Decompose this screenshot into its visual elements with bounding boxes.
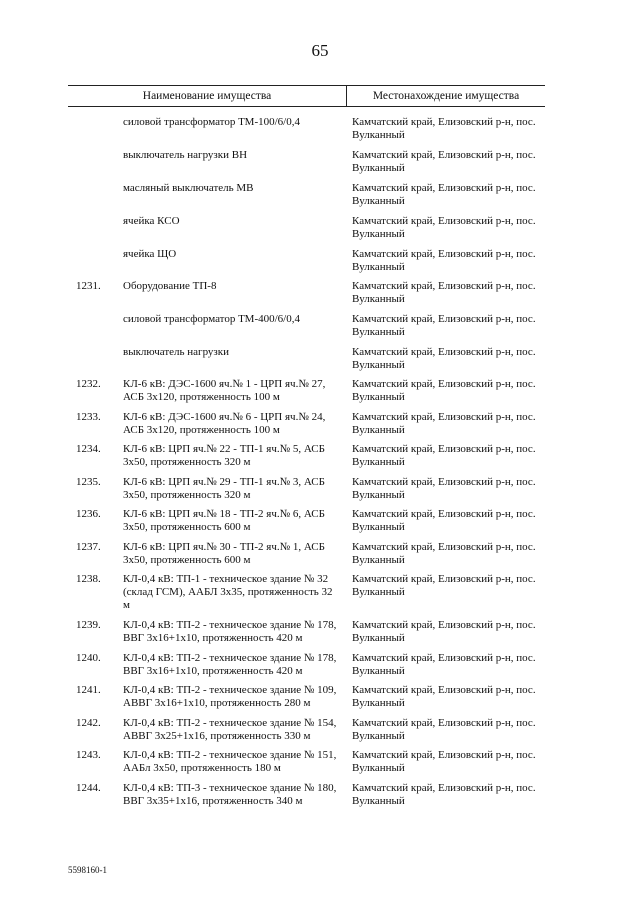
row-location: Камчатский край, Елизовский р-н, пос. Вулканный <box>352 619 536 644</box>
row-property-name: КЛ-0,4 кВ: ТП-2 - техническое здание № 154, АВВГ 3х25+1х16, протяженность 330 м <box>123 717 337 742</box>
row-location: Камчатский край, Елизовский р-н, пос. Вулканный <box>352 717 536 742</box>
table-row <box>68 749 545 782</box>
table-row <box>68 378 545 411</box>
row-location: Камчатский край, Елизовский р-н, пос. Вулканный <box>352 508 536 533</box>
table-row <box>68 652 545 684</box>
row-location: Камчатский край, Елизовский р-н, пос. Вулканный <box>352 116 536 141</box>
table-row <box>68 248 545 280</box>
document-code: 5598160-1 <box>68 865 107 875</box>
table-row <box>68 346 545 378</box>
column-header-name: Наименование имущества <box>142 90 272 102</box>
table-row <box>68 684 545 717</box>
row-number: 1240. <box>76 652 101 664</box>
row-location: Камчатский край, Елизовский р-н, пос. Вулканный <box>352 684 536 709</box>
table-row <box>68 619 545 652</box>
row-property-name: КЛ-0,4 кВ: ТП-2 - техническое здание № 151, ААБл 3х50, протяженность 180 м <box>123 749 337 774</box>
table-body <box>68 116 545 815</box>
row-location: Камчатский край, Елизовский р-н, пос. Вулканный <box>352 378 536 403</box>
row-number: 1241. <box>76 684 101 696</box>
row-property-name: Оборудование ТП-8 <box>123 280 217 292</box>
row-location: Камчатский край, Елизовский р-н, пос. Вулканный <box>352 573 536 598</box>
table-row <box>68 541 545 573</box>
row-number: 1232. <box>76 378 101 390</box>
row-number: 1242. <box>76 717 101 729</box>
row-property-name: КЛ-0,4 кВ: ТП-3 - техническое здание № 180, ВВГ 3х35+1х16, протяженность 340 м <box>123 782 337 807</box>
row-location: Камчатский край, Елизовский р-н, пос. Вулканный <box>352 652 536 677</box>
row-property-name: силовой трансформатор ТМ-100/6/0,4 <box>123 116 300 128</box>
row-property-name: КЛ-0,4 кВ: ТП-2 - техническое здание № 178, ВВГ 3х16+1х10, протяженность 420 м <box>123 652 337 677</box>
row-number: 1235. <box>76 476 101 488</box>
row-location: Камчатский край, Елизовский р-н, пос. Вулканный <box>352 182 536 207</box>
row-property-name: КЛ-6 кВ: ЦРП яч.№ 22 - ТП-1 яч.№ 5, АСБ 3х50, протяженность 320 м <box>123 443 325 468</box>
row-location: Камчатский край, Елизовский р-н, пос. Вулканный <box>352 215 536 240</box>
row-number: 1237. <box>76 541 101 553</box>
row-location: Камчатский край, Елизовский р-н, пос. Вулканный <box>352 313 536 338</box>
row-number: 1236. <box>76 508 101 520</box>
table-row <box>68 280 545 313</box>
row-location: Камчатский край, Елизовский р-н, пос. Вулканный <box>352 476 536 501</box>
row-location: Камчатский край, Елизовский р-н, пос. Вулканный <box>352 280 536 305</box>
row-location: Камчатский край, Елизовский р-н, пос. Вулканный <box>352 411 536 436</box>
row-property-name: ячейка КСО <box>123 215 180 227</box>
table-row <box>68 149 545 182</box>
row-number: 1231. <box>76 280 101 292</box>
row-property-name: КЛ-6 кВ: ЦРП яч.№ 18 - ТП-2 яч.№ 6, АСБ 3х50, протяженность 600 м <box>123 508 325 533</box>
table-row <box>68 443 545 476</box>
table-row <box>68 508 545 541</box>
table-row <box>68 215 545 248</box>
row-property-name: выключатель нагрузки <box>123 346 230 358</box>
row-location: Камчатский край, Елизовский р-н, пос. Вулканный <box>352 541 536 566</box>
table-row <box>68 182 545 215</box>
row-property-name: силовой трансформатор ТМ-400/6/0,4 <box>123 313 300 325</box>
row-property-name: КЛ-6 кВ: ДЭС-1600 яч.№ 1 - ЦРП яч.№ 27, АСБ 3х120, протяженность 100 м <box>123 378 326 403</box>
row-location: Камчатский край, Елизовский р-н, пос. Вулканный <box>352 149 536 174</box>
column-header-location: Местонахождение имущества <box>346 86 545 106</box>
table-row <box>68 411 545 443</box>
table-row <box>68 313 545 346</box>
row-property-name: ячейка ЩО <box>123 248 177 260</box>
row-property-name: КЛ-6 кВ: ЦРП яч.№ 29 - ТП-1 яч.№ 3, АСБ 3х50, протяженность 320 м <box>123 476 325 501</box>
row-property-name: масляный выключатель МВ <box>123 182 254 194</box>
row-location: Камчатский край, Елизовский р-н, пос. Вулканный <box>352 782 536 807</box>
row-number: 1239. <box>76 619 101 631</box>
row-number: 1244. <box>76 782 101 794</box>
row-location: Камчатский край, Елизовский р-н, пос. Вулканный <box>352 749 536 774</box>
row-number: 1234. <box>76 443 101 455</box>
table-header-row <box>68 86 545 106</box>
table-row <box>68 476 545 508</box>
row-number: 1233. <box>76 411 101 423</box>
row-property-name: КЛ-0,4 кВ: ТП-2 - техническое здание № 109, АВВГ 3х16+1х10, протяженность 280 м <box>123 684 337 709</box>
table-row <box>68 573 545 619</box>
row-property-name: КЛ-0,4 кВ: ТП-2 - техническое здание № 178, ВВГ 3х16+1х10, протяженность 420 м <box>123 619 337 644</box>
row-property-name: выключатель нагрузки ВН <box>123 149 248 161</box>
row-property-name: КЛ-0,4 кВ: ТП-1 - техническое здание № 32 (склад ГСМ), ААБЛ 3х35, протяженность 32 м <box>123 573 333 611</box>
row-location: Камчатский край, Елизовский р-н, пос. Вулканный <box>352 443 536 468</box>
table-row <box>68 782 545 815</box>
row-location: Камчатский край, Елизовский р-н, пос. Вулканный <box>352 346 536 371</box>
row-location: Камчатский край, Елизовский р-н, пос. Вулканный <box>352 248 536 273</box>
table-header <box>68 85 545 107</box>
table-row <box>68 116 545 149</box>
table-row <box>68 717 545 749</box>
row-property-name: КЛ-6 кВ: ДЭС-1600 яч.№ 6 - ЦРП яч.№ 24, АСБ 3х120, протяженность 100 м <box>123 411 326 436</box>
page-number: 65 <box>311 41 329 60</box>
row-number: 1243. <box>76 749 101 761</box>
row-property-name: КЛ-6 кВ: ЦРП яч.№ 30 - ТП-2 яч.№ 1, АСБ 3х50, протяженность 600 м <box>123 541 325 566</box>
row-number: 1238. <box>76 573 101 585</box>
